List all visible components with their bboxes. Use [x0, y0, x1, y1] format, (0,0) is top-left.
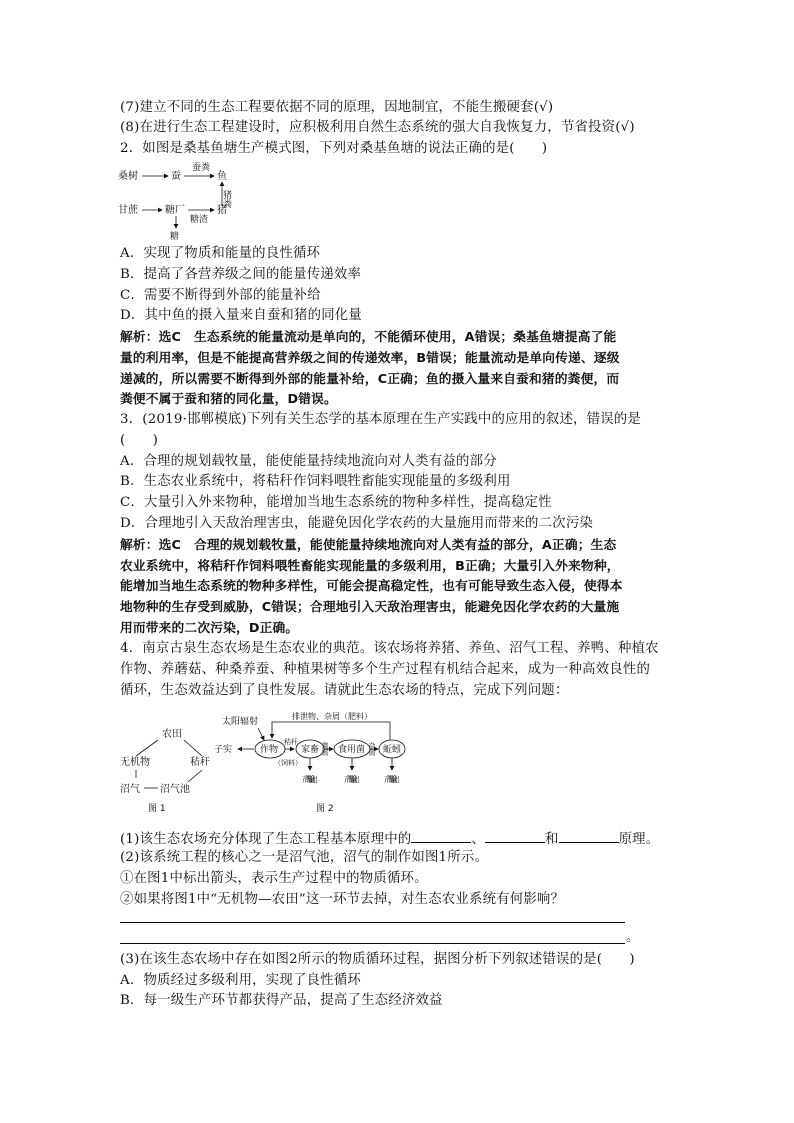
- label-straw: 秸秆: [284, 738, 298, 746]
- q3-analysis-line: 解析：选C 合理的规划载牧量，能使能量持续地流向对人类有益的部分，A正确；生态: [120, 537, 617, 552]
- label-output-1: 产品输出: [302, 775, 318, 784]
- svg-text:食用菌: 食用菌: [338, 745, 366, 755]
- answer-blank-3[interactable]: [559, 828, 619, 843]
- statement-8: (8)在进行生态工程建设时，应积极利用自然生态系统的强大自我恢复力，节省投资(√): [120, 120, 635, 135]
- q4-sub-2-1: ①在图1中标出箭头，表示生产过程中的物质循环。: [120, 871, 428, 886]
- q2-analysis-line: 递减的，所以需要不断得到外部的能量补给，C正确；鱼的摄入量来自蚕和猪的粪便，而: [120, 371, 620, 386]
- q4-sub-3: (3)在该生态农场中存在如图2所示的物质循环过程，据图分析下列叙述错误的是( ): [120, 952, 635, 967]
- node-sugar-factory: 糖厂: [165, 205, 185, 216]
- answer-blank-1[interactable]: [411, 828, 471, 843]
- q3-option-d: D．合理地引入天敌治理害虫，能避免因化学农药的大量施用而带来的二次污染: [120, 516, 594, 531]
- node-inorganic: 无机物: [120, 757, 150, 768]
- svg-text:蚯蚓: 蚯蚓: [383, 745, 402, 755]
- q4-sub-2: (2)该系统工程的核心之一是沼气池，沼气的制作如图1所示。: [120, 850, 489, 865]
- question-4-stem: 循环，生态效益达到了良性发展。请就此生态农场的特点，完成下列问题：: [120, 683, 569, 698]
- q3-option-a: A．合理的规划载牧量，能使能量持续地流向对人类有益的部分: [120, 454, 497, 469]
- question-4-stem: 作物、养蘑菇、种桑养蚕、种植果树等多个生产过程有机结合起来，成为一种高效良性的: [120, 662, 651, 677]
- figure-2-material-cycle: [212, 708, 417, 818]
- q3-analysis-line: 用而带来的二次污染，D正确。: [120, 620, 299, 635]
- node-fish: 鱼: [217, 171, 227, 182]
- q4-sub-3-option-a: A．物质经过多级利用，实现了良性循环: [120, 973, 361, 988]
- question-3-stem: 3．(2019·邯郸模底)下列有关生态学的基本原理在生产实践中的应用的叙述，错误的是: [120, 412, 641, 427]
- node-sugar: 糖: [170, 232, 180, 242]
- answer-end-mark: 。: [626, 930, 640, 945]
- q2-analysis-line: 粪便不属于蚕和猪的同化量，D错误。: [120, 391, 337, 406]
- node-pig: 猪: [217, 205, 227, 216]
- node-sugarcane: 甘蔗: [118, 205, 138, 216]
- label-dung-1: 粪屑: [321, 742, 329, 756]
- label-manure: 排泄物、杂屑（肥料）: [292, 712, 372, 721]
- q2-option-c: C．需要不断得到外部的能量补给: [120, 288, 321, 303]
- label-sun: 太阳辐射: [222, 717, 259, 727]
- label-output-2: 产品输出: [344, 775, 360, 784]
- q2-option-a: A．实现了物质和能量的良性循环: [120, 246, 321, 261]
- q2-option-b: B．提高了各营养级之间的能量传递效率: [120, 267, 362, 282]
- label-feed: （饲料）: [274, 759, 302, 767]
- q2-analysis-line: 量的利用率，但是不能提高营养级之间的传递效率，B错误；能量流动是单向传递、逐级: [120, 350, 620, 365]
- q2-analysis-line: 解析：选C 生态系统的能量流动是单向的，不能循环使用，A错误；桑基鱼塘提高了能: [120, 329, 617, 344]
- label-pig-dung: 猪粪: [221, 190, 231, 208]
- q3-analysis-line: 农业系统中，将秸秆作饲料喂牲畜能实现能量的多级利用，B正确；大量引入外来物种，: [120, 558, 620, 573]
- answer-line-1[interactable]: [120, 922, 625, 923]
- node-farmland: 农田: [162, 729, 182, 740]
- q4-sub-2-2: ②如果将图1中“无机物—农田”这一环节去掉，对生态农业系统有何影响？: [120, 892, 565, 907]
- q2-option-d: D．其中鱼的摄入量来自蚕和猪的同化量: [120, 308, 362, 323]
- label-output-3: 产品输出: [384, 775, 400, 784]
- question-2-stem: 2．如图是桑基鱼塘生产模式图，下列对桑基鱼塘的说法正确的是( ): [120, 141, 548, 156]
- q3-option-b: B．生态农业系统中，将秸秆作饲料喂牲畜能实现能量的多级利用: [120, 474, 511, 489]
- mulberry-fish-pond-diagram: [118, 160, 278, 242]
- node-biogas: 沼气: [120, 784, 140, 795]
- label-silkworm-dung: 蚕粪: [192, 163, 211, 173]
- figure-1-caption: 图 1: [148, 804, 166, 814]
- question-4-stem: 4．南京古泉生态农场是生态农业的典范。该农场将养猪、养鱼、沼气工程、养鸭、种植农: [120, 641, 659, 656]
- svg-text:作物: 作物: [260, 745, 279, 755]
- svg-text:家畜: 家畜: [301, 745, 320, 755]
- q3-analysis-line: 能增加当地生态系统的物种多样性，可能会提高稳定性，也有可能导致生态入侵，使得本: [120, 578, 623, 593]
- q3-option-c: C．大量引入外来物种，能增加当地生态系统的物种多样性，提高稳定性: [120, 495, 552, 510]
- label-seeds: 子实: [214, 745, 233, 755]
- q4-sub-1: (1)该生态农场充分体现了生态工程基本原理中的 、 和 原理。: [120, 828, 659, 850]
- node-digester: 沼气池: [160, 784, 190, 795]
- answer-line-2[interactable]: [120, 943, 625, 944]
- question-3-stem-paren: ( ): [120, 433, 159, 448]
- figure-2-caption: 图 2: [316, 804, 334, 814]
- label-dung-2: 杂屑: [368, 742, 376, 756]
- node-mulberry: 桑树: [118, 171, 138, 182]
- q4-sub-3-option-b: B．每一级生产环节都获得产品，提高了生态经济效益: [120, 993, 443, 1008]
- node-straw: 秸秆: [190, 757, 210, 768]
- q3-analysis-line: 地物种的生存受到威胁，C错误；合理地引入天敌治理害虫，能避免因化学农药的大量施: [120, 599, 620, 614]
- answer-blank-2[interactable]: [485, 828, 545, 843]
- statement-7: (7)建立不同的生态工程要依据不同的原理，因地制宜，不能生搬硬套(√): [120, 100, 554, 115]
- label-residue: 糖渣: [190, 215, 209, 225]
- node-silkworm: 蚕: [171, 171, 181, 182]
